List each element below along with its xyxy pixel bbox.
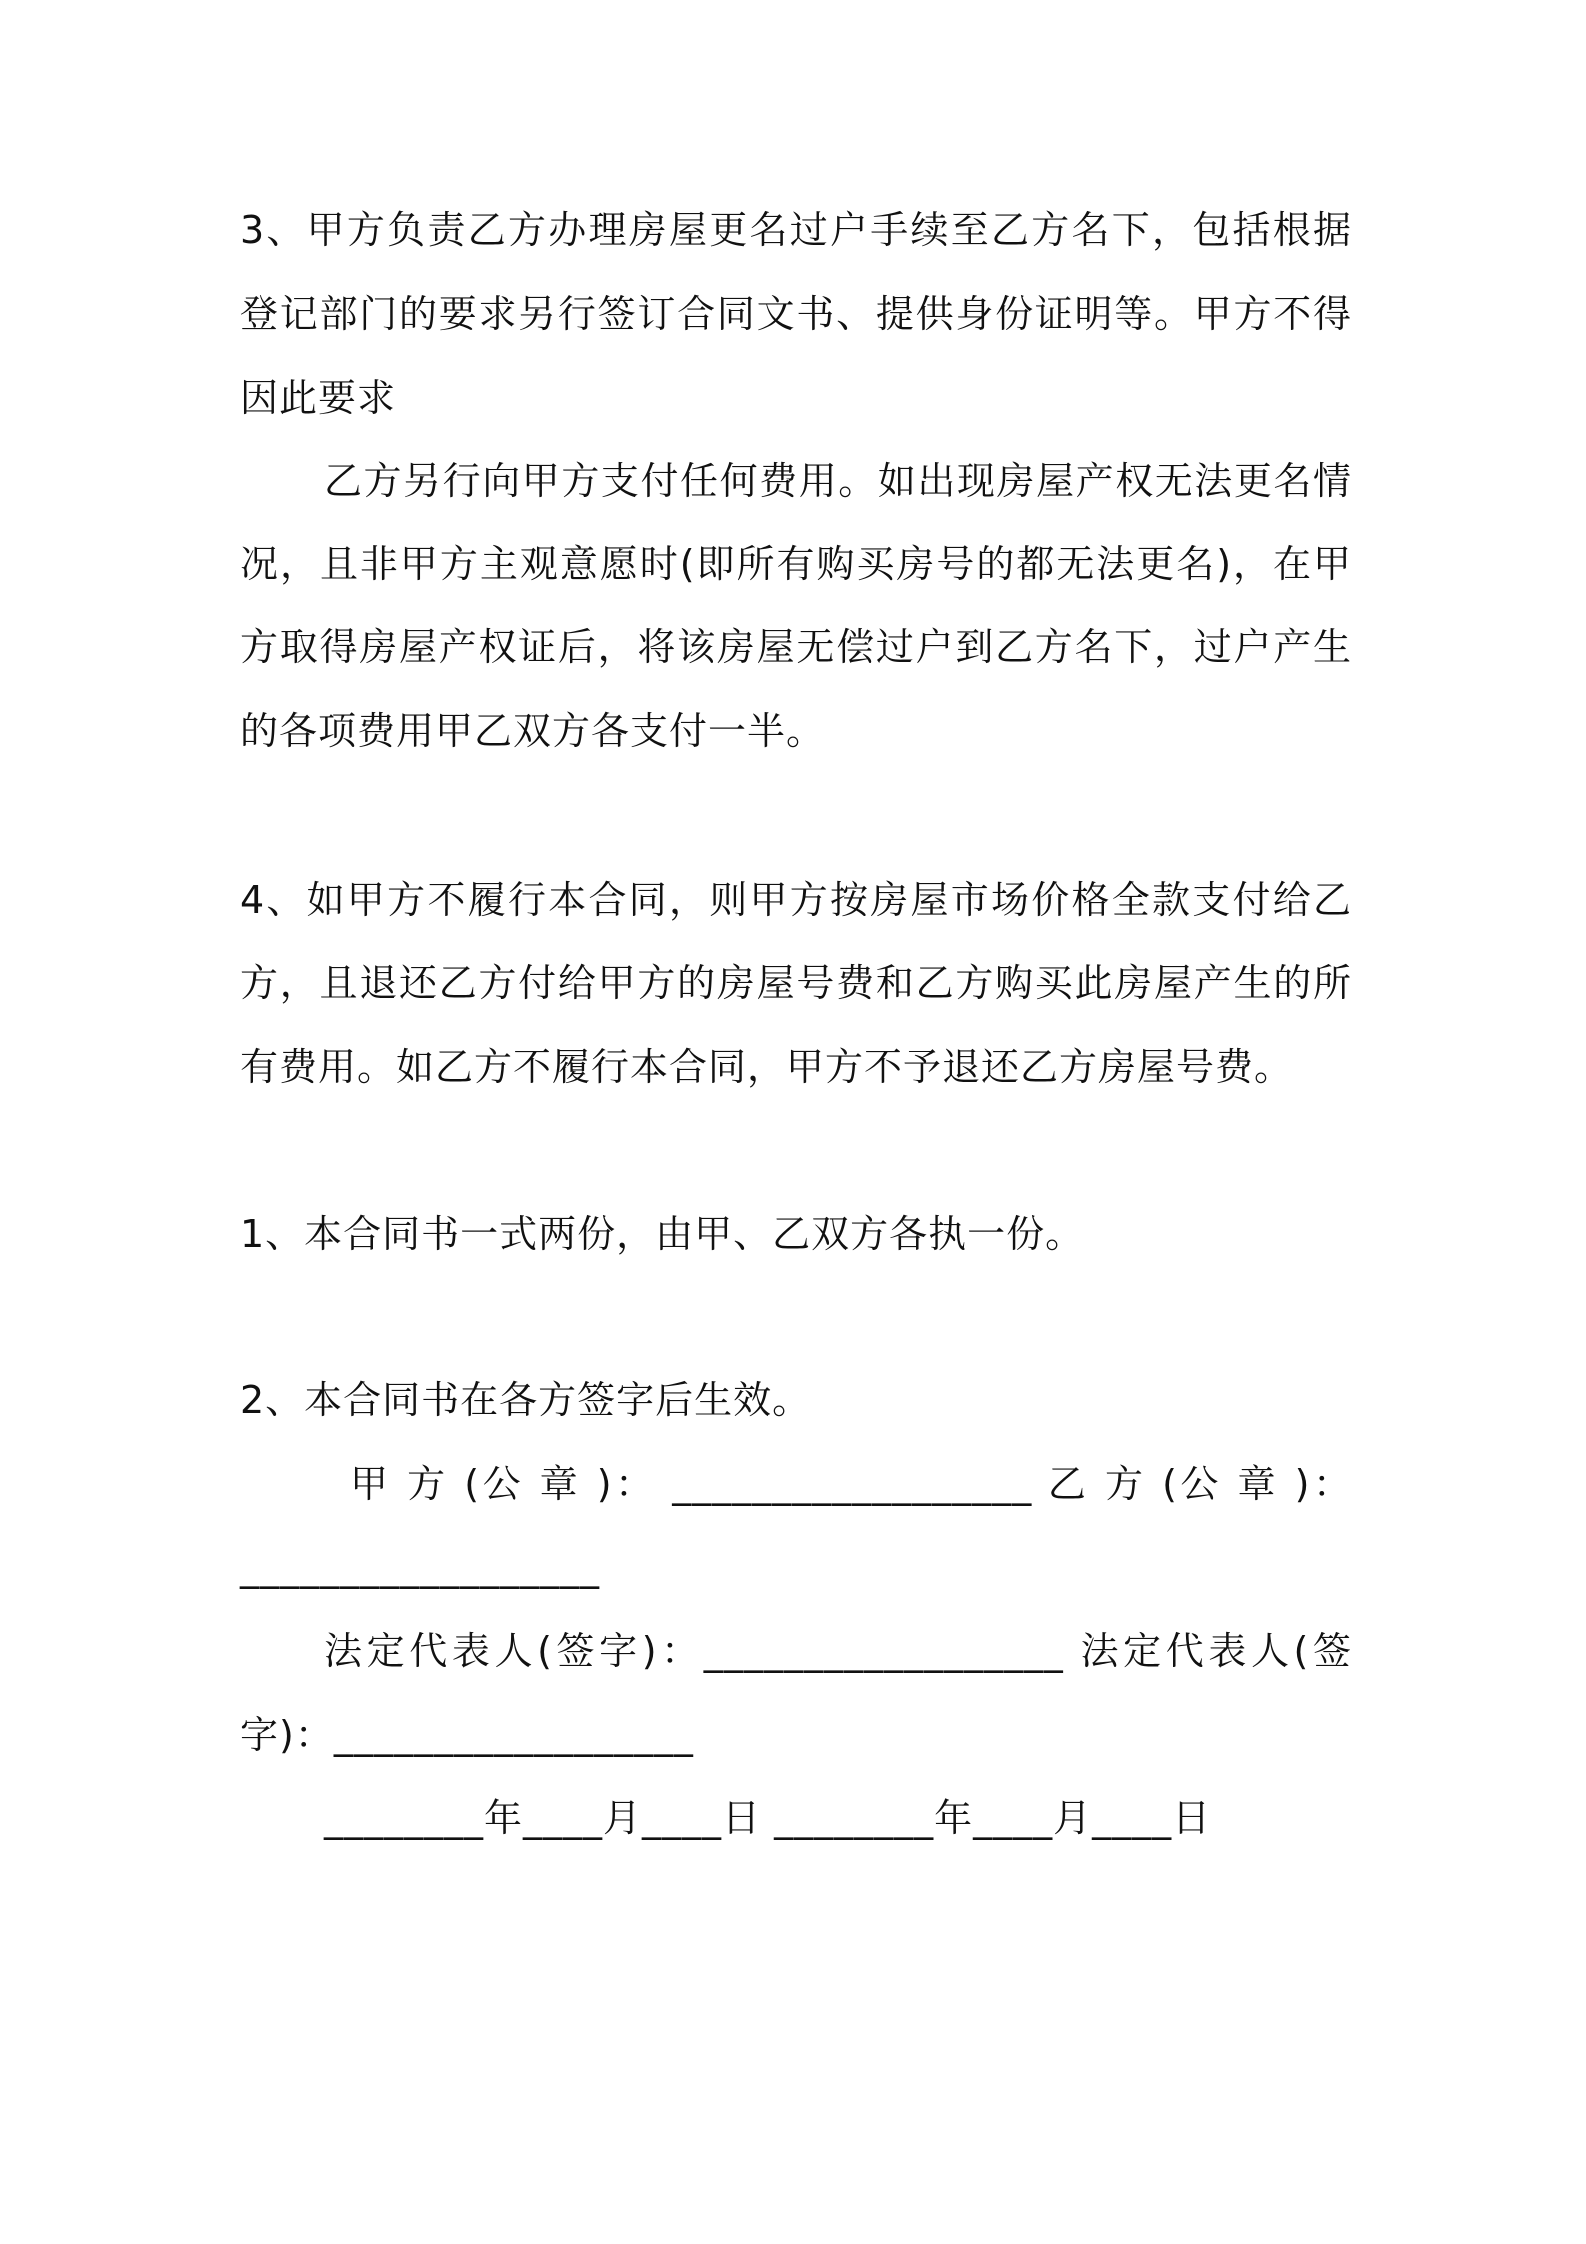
clause-4-line-3: 有费用。如乙方不履行本合同，甲方不予退还乙方房屋号费。 (240, 1045, 1294, 1089)
final-term-1: 1、本合同书一式两份，由甲、乙双方各执一份。 (240, 1212, 1085, 1256)
clause-3-line-5: 况，且非甲方主观意愿时(即所有购买房号的都无法更名)，在甲 (240, 542, 1352, 586)
representative-line-cont: 字)：__________________ (240, 1713, 694, 1757)
clause-4-line-2: 方，且退还乙方付给甲方的房屋号费和乙方购买此房屋产生的所 (240, 961, 1352, 1005)
final-term-2: 2、本合同书在各方签字后生效。 (240, 1378, 812, 1422)
clause-3-line-7: 的各项费用甲乙双方各支付一半。 (240, 709, 826, 753)
representative-line: 法定代表人(签字)：__________________ 法定代表人(签 (324, 1629, 1352, 1673)
clause-3-line-4: 乙方另行向甲方支付任何费用。如出现房屋产权无法更名情 (324, 459, 1352, 503)
clause-3-line-6: 方取得房屋产权证后，将该房屋无偿过户到乙方名下，过户产生 (240, 625, 1352, 669)
party-seal-line-cont: __________________ (240, 1545, 600, 1589)
date-line: ________年____月____日 ________年____月____日 (324, 1796, 1212, 1840)
party-seal-line: 甲 方 (公 章 )： __________________ 乙 方 (公 章 )： (350, 1462, 1352, 1506)
clause-3-line-3: 因此要求 (240, 376, 397, 420)
clause-3-line-2: 登记部门的要求另行签订合同文书、提供身份证明等。甲方不得 (240, 292, 1352, 336)
clause-3-line-1: 3、甲方负责乙方办理房屋更名过户手续至乙方名下，包括根据 (240, 208, 1352, 252)
clause-4-line-1: 4、如甲方不履行本合同，则甲方按房屋市场价格全款支付给乙 (240, 878, 1352, 922)
